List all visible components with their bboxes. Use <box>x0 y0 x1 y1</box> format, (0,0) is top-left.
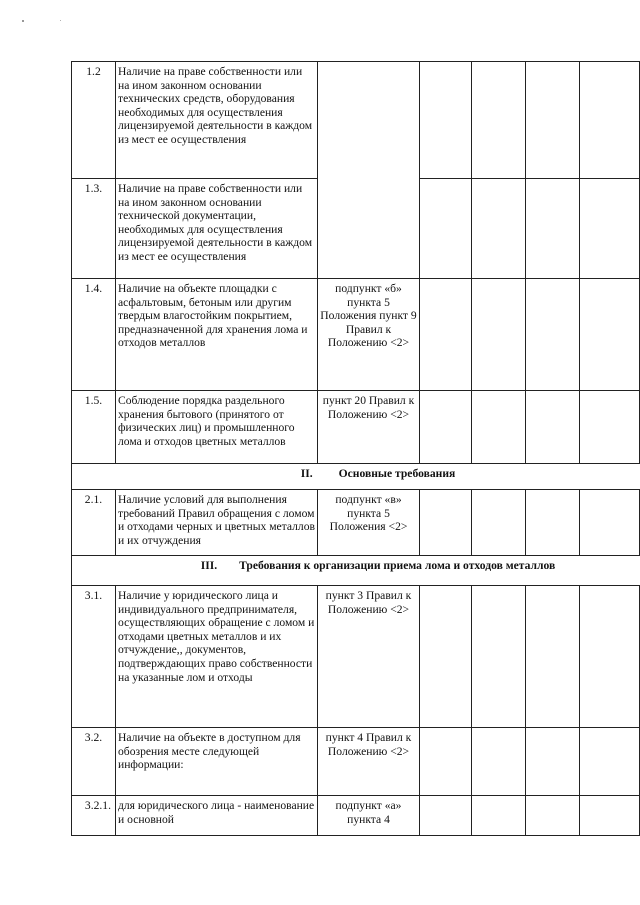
answer-cell-no <box>472 391 526 464</box>
table-row <box>72 586 640 728</box>
item-number: 1.3. <box>72 179 116 279</box>
requirement-text: Наличие на объекте площадки с асфальтовым, бетоным или другим твердым влагостойким покрытием, предназначенной для хранения лома и отходов металлов <box>116 279 318 391</box>
answer-cell-no <box>472 62 526 179</box>
answer-cell-note <box>580 728 640 796</box>
answer-cell-yes <box>420 279 472 391</box>
checklist-table <box>71 61 640 836</box>
answer-cell-no <box>472 586 526 728</box>
answer-cell-note <box>580 490 640 556</box>
answer-cell-note <box>580 391 640 464</box>
reference-cell: пункт 20 Правил к Положению <2> <box>318 391 420 464</box>
table-row <box>72 490 640 556</box>
reference-cell <box>318 62 420 279</box>
answer-cell-na <box>526 279 580 391</box>
reference-cell: подпункт «б» пункта 5 Положения пункт 9 Правил к Положению <2> <box>318 279 420 391</box>
reference-cell: подпункт «а» пункта 4 <box>318 796 420 836</box>
answer-cell-yes <box>420 179 472 279</box>
requirement-text: Наличие на праве собственности или на ином законном основании технических средств, оборудования необходимых для осуществления лицензируемой деятельности в каждом из мест ее осуществления <box>116 62 318 179</box>
answer-cell-na <box>526 62 580 179</box>
item-number: 3.2.1. <box>72 796 116 836</box>
requirement-text: Наличие на праве собственности или на ином законном основании технической документации, необходимых для осуществления лицензируемой деятельности в каждом из мест ее осуществления <box>116 179 318 279</box>
item-number: 3.2. <box>72 728 116 796</box>
scan-speck <box>22 20 24 22</box>
answer-cell-yes <box>420 728 472 796</box>
answer-cell-note <box>580 279 640 391</box>
answer-cell-no <box>472 179 526 279</box>
reference-cell: подпункт «в» пункта 5 Положения <2> <box>318 490 420 556</box>
requirement-text: Наличие у юридического лица и индивидуального предпринимателя, осуществляющих обращение с ломом и отходами цветных металлов и их отчуждение,, документов, подтверждающих право собственности на указанные лом и отходы <box>116 586 318 728</box>
section-heading <box>72 464 640 490</box>
item-number: 2.1. <box>72 490 116 556</box>
requirement-text: Наличие на объекте в доступном для обозрения месте следующей информации: <box>116 728 318 796</box>
table-row <box>72 728 640 796</box>
answer-cell-na <box>526 796 580 836</box>
answer-cell-note <box>580 796 640 836</box>
section-header-row <box>72 556 640 586</box>
section-title: Требования к организации приема лома и отходов металлов <box>239 559 556 572</box>
answer-cell-na <box>526 490 580 556</box>
section-heading <box>72 556 640 586</box>
answer-cell-no <box>472 490 526 556</box>
scan-speck <box>60 20 61 21</box>
answer-cell-yes <box>420 62 472 179</box>
item-number: 1.4. <box>72 279 116 391</box>
answer-cell-note <box>580 179 640 279</box>
table-row <box>72 391 640 464</box>
item-number: 1.5. <box>72 391 116 464</box>
answer-cell-yes <box>420 586 472 728</box>
requirement-text: Наличие условий для выполнения требований Правил обращения с ломом и отходами черных и цветных металлов и их отчуждения <box>116 490 318 556</box>
answer-cell-no <box>472 728 526 796</box>
reference-cell: пункт 3 Правил к Положению <2> <box>318 586 420 728</box>
answer-cell-na <box>526 728 580 796</box>
table-row <box>72 796 640 836</box>
section-title: Основные требования <box>338 467 456 480</box>
item-number: 1.2 <box>72 62 116 179</box>
section-header-row <box>72 464 640 490</box>
answer-cell-na <box>526 179 580 279</box>
answer-cell-yes <box>420 391 472 464</box>
requirement-text: Соблюдение порядка раздельного хранения бытового (принятого от физических лиц) и промышленного лома и отходов цветных металлов <box>116 391 318 464</box>
table-row <box>72 279 640 391</box>
answer-cell-na <box>526 586 580 728</box>
answer-cell-note <box>580 586 640 728</box>
answer-cell-yes <box>420 796 472 836</box>
section-roman-numeral: III. <box>200 559 218 572</box>
answer-cell-no <box>472 279 526 391</box>
answer-cell-na <box>526 391 580 464</box>
item-number: 3.1. <box>72 586 116 728</box>
reference-cell: пункт 4 Правил к Положению <2> <box>318 728 420 796</box>
answer-cell-no <box>472 796 526 836</box>
answer-cell-note <box>580 62 640 179</box>
answer-cell-yes <box>420 490 472 556</box>
table-row <box>72 62 640 179</box>
section-roman-numeral: II. <box>300 467 313 480</box>
requirement-text: для юридического лица - наименование и основной <box>116 796 318 836</box>
